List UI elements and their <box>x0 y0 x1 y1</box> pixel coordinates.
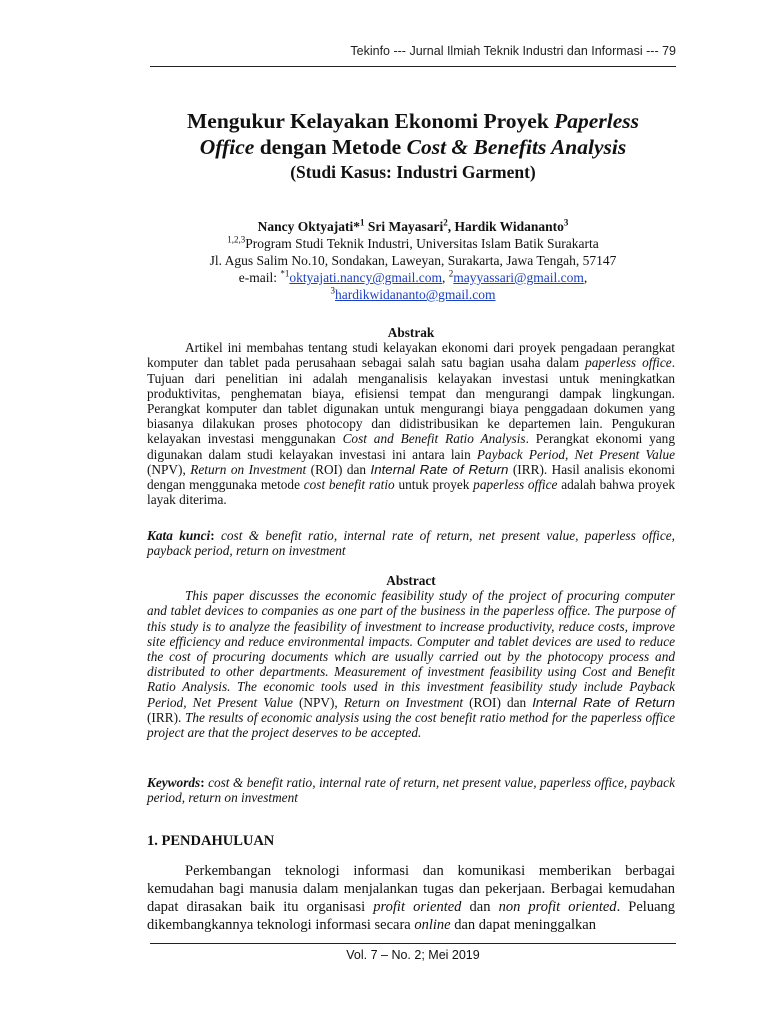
email-link-3[interactable]: hardikwidananto@gmail.com <box>334 287 496 302</box>
email-line-2 <box>130 286 696 303</box>
affiliation-sup: 1,2,3 <box>227 234 246 245</box>
footer-rule <box>150 943 676 944</box>
abstract-text <box>147 588 675 740</box>
paper-title <box>130 108 696 184</box>
keywords <box>147 775 675 805</box>
text-run: (NPV), <box>292 694 344 710</box>
running-head: Tekinfo --- Jurnal Ilmiah Teknik Industri dan Informasi --- 79 <box>350 44 676 58</box>
italic-run: Return on Investment <box>343 694 464 710</box>
text-run: (ROI) dan <box>463 694 533 710</box>
text-run: dan dapat meninggalkan <box>450 917 596 933</box>
italic-run: Cost and Benefit Ratio Analysis <box>342 431 526 447</box>
body-paragraph <box>147 862 675 934</box>
italic-run: paperless office <box>585 355 672 371</box>
abstrak-title: Abstrak <box>387 325 435 340</box>
italic-run: online <box>414 917 451 933</box>
italic-run: profit oriented <box>373 899 462 915</box>
keywords-text: cost & benefit ratio, internal rate of return, net present value, paperless office, payback period, return on investment <box>147 775 675 806</box>
abstrak-text <box>147 340 675 507</box>
kata-kunci-text: cost & benefit ratio, internal rate of return, net present value, paperless office, payback period, return on investment <box>147 528 675 559</box>
text-run: . Tujuan dari penelitian ini adalah menganalisis kelayakan investasi untuk meningkatkan produktivitas, penghematan biaya, efisiensi tempat dan mengurangi dampak lingkungan. Perangkat komputer dan tablet digunakan untuk mengurangi biaya penggadaan dokumen yang biasanya dilakukan proses photocopy dan didistribusikan ke departemen lain. Pengukuran kelayakan investasi menggunakan <box>147 355 676 447</box>
title-line-2 <box>130 134 696 160</box>
address: Jl. Agus Salim No.10, Sondakan, Laweyan, Surakarta, Jawa Tengah, 57147 <box>209 253 617 268</box>
text-run: (ROI) dan <box>306 461 371 477</box>
section-heading: 1. PENDAHULUAN <box>147 833 275 849</box>
title-italic: Office <box>199 135 255 159</box>
abstract-title: Abstract <box>386 573 436 588</box>
title-italic: Cost & Benefits Analysis <box>406 135 627 159</box>
email-label: e-mail: <box>238 270 281 285</box>
text-run: adalah bahwa proyek layak diterima. <box>147 477 676 508</box>
affiliation-text: Program Studi Teknik Industri, Universitas Islam Batik Surakarta <box>245 236 599 251</box>
footer-issue: Vol. 7 – No. 2; Mei 2019 <box>346 948 480 962</box>
author-sup: 1 <box>359 217 365 228</box>
kata-kunci-label: Kata kunci <box>147 528 211 543</box>
title-text: Mengukur Kelayakan Ekonomi Proyek <box>187 109 555 133</box>
italic-run: Payback Period, Net Present Value <box>476 446 675 462</box>
title-text: dengan Metode <box>254 135 407 159</box>
email-sep: , <box>583 270 588 285</box>
italic-run: Return on Investment <box>190 461 307 477</box>
keywords-label: Keywords <box>147 775 201 790</box>
text-run: Perkembangan teknologi informasi dan komunikasi memberikan berbagai kemudahan bagi manusia dalam menjalankan tugas dan pekerjaan. Berbagai kemudahan dapat dirasakan baik itu organisasi <box>147 863 675 915</box>
author-name: Sri Mayasari <box>364 219 444 234</box>
author-block <box>130 218 696 303</box>
italic-run: This paper discusses the economic feasibility study of the project of procuring computer and tablet devices to companies as one part of the business in the paperless office. The purpose of this study is to analyze the feasibility of investment to increase productivity, reduce costs, improve site efficiency and reduce environmental impacts. Computer and tablet devices are used to reduce the cost of procuring documents which are usually carried out by the photocopy process and distributed to other departments. Measurement of investment feasibility using Cost and Benefit Ratio Analysis. The economic tools used in this investment feasibility study include Payback Period, Net Present Value <box>147 588 675 710</box>
text-run: . Perangkat ekonomi yang digunakan dalam studi kelayakan investasi ini antara lain <box>147 431 675 462</box>
italic-run: paperless office <box>473 477 558 493</box>
header-rule <box>150 66 676 67</box>
text-run: . Peluang dikembangkannya teknologi informasi secara <box>147 899 676 933</box>
text-run: (NPV), <box>147 461 191 477</box>
abstrak-section <box>147 325 675 507</box>
email-line <box>130 269 696 286</box>
italic-run: The results of economic analysis using the cost benefit ratio method for the paperless office project are that the project deserves to be accepted. <box>147 709 676 741</box>
author-name: Nancy Oktyajati* <box>257 219 360 234</box>
text-run: (IRR). <box>147 709 185 725</box>
email-sup: 3 <box>330 285 335 296</box>
title-line-1 <box>130 108 696 134</box>
text-run: (IRR). Hasil analisis ekonomi dengan menggunaka metode <box>147 461 676 493</box>
text-run: Artikel ini membahas tentang studi kelayakan ekonomi dari proyek pengadaan perangkat komputer dan tablet pada perusahaan sebagai salah satu bagian usaha dalam <box>147 340 675 371</box>
author-sup: 2 <box>443 217 448 228</box>
italic-run: non profit oriented <box>498 899 617 915</box>
italic-run: Internal Rate of Return <box>370 461 509 477</box>
email-sup: 2 <box>448 268 454 279</box>
paper-subtitle: (Studi Kasus: Industri Garment) <box>290 162 536 182</box>
author-name: , Hardik Widananto <box>447 219 564 234</box>
text-run: dan <box>461 899 499 915</box>
email-sup: *1 <box>280 268 290 279</box>
email-sep: , <box>442 270 449 285</box>
kata-kunci <box>147 528 675 558</box>
text-run: untuk proyek <box>394 477 474 493</box>
kata-kunci-colon: : <box>210 528 221 543</box>
author-sup: 3 <box>563 217 569 228</box>
affiliation <box>130 235 696 252</box>
italic-run: cost benefit ratio <box>303 477 395 493</box>
keywords-colon: : <box>200 775 209 790</box>
title-italic: Paperless <box>554 109 639 133</box>
author-names <box>130 218 696 235</box>
abstract-section <box>147 573 675 740</box>
email-link-2[interactable]: mayyassari@gmail.com <box>453 270 584 285</box>
email-link-1[interactable]: oktyajati.nancy@gmail.com <box>289 270 443 285</box>
italic-run: Internal Rate of Return <box>532 694 676 710</box>
